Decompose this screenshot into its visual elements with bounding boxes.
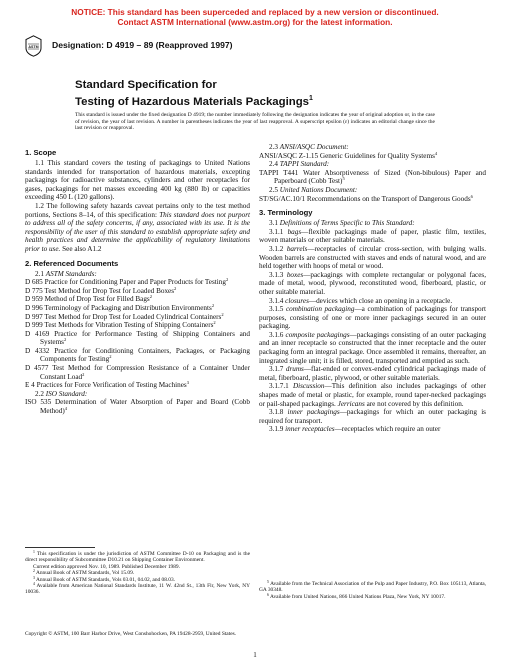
title-footnote-mark: 1: [309, 95, 313, 102]
designation: Designation: D 4919 – 89 (Reapproved 1997): [52, 40, 233, 50]
referenced-docs-heading: 2. Referenced Documents: [25, 258, 119, 268]
ansi-reference: ANSI/ASQC Z-1.15 Generic Guidelines for Quality Systems$^4$: [259, 150, 438, 160]
definitions-list: [259, 228, 486, 383]
footnote: $^6$ Available from United Nations, 866 United Nations Plaza, New York, NY 10017.: [267, 592, 446, 600]
astm-reference-item: D 996 Terminology of Packaging and Distribution Environments$^2$: [25, 302, 215, 312]
tappi-standard-label: 2.4 TAPPI Standard:: [269, 160, 330, 169]
astm-reference-item: D 959 Method of Drop Test for Filled Bags$^2$: [25, 294, 152, 304]
scope-heading: 1. Scope: [25, 148, 57, 157]
astm-standards-label: 2.1 ASTM Standards:: [35, 269, 97, 278]
footnote: $^5$ Available from the Technical Association of the Pulp and Paper Industry, P.O. Box 105113, Atlanta, GA 30348.: [259, 580, 486, 594]
term-definition: 3.1.5 combination packaging—a combination of packagings for transport purposes, consisting of one or more inner packagings secured in an outer packaging.: [259, 305, 487, 331]
astm-reference-item: D 999 Test Methods for Vibration Testing of Shipping Containers$^2$: [25, 320, 216, 330]
astm-reference-item: D 4332 Practice for Conditioning Containers, Packages, or Packaging Components for Testing$^2$: [25, 346, 250, 364]
term-definition: 3.1.2 barrels—receptacles of circular cross-section, with bulging walls. Wooden barrels are constructed with staves and ends of natural wood, and are held together with hoops of metal or wood.: [259, 244, 486, 271]
footnote: Current edition approved Nov. 10, 1989. Published December 1989.: [33, 563, 180, 570]
footnote: $^4$ Available from American National Standards Institute, 11 W. 42nd St., 13th Flr, New York, NY 10036.: [25, 582, 250, 596]
footnote: $^1$ This specification is under the jurisdiction of ASTM Committee D-10 on Packaging and is the direct responsibility of Subcommittee D10.21 on Shipping Container Environment.: [25, 550, 250, 564]
footnotes-left: [25, 547, 250, 596]
left-column: [25, 148, 250, 416]
term-definition: 3.1.1 bags—flexible packagings made of paper, plastic film, textiles, woven materials or other suitable materials.: [259, 227, 487, 245]
ansi-document-label: 2.3 ANSI/ASQC Document:: [269, 143, 349, 151]
notice-banner: [0, 7, 510, 27]
tappi-reference: TAPPI T441 Water Absorptiveness of Sized (Non-bibulous) Paper and Paperboard (Cobb Test)$^5$: [259, 168, 486, 186]
astm-reference-item: D 997 Test Method for Drop Test for Loaded Cylindrical Containers$^2$: [25, 311, 224, 321]
terminology-heading: 3. Terminology: [259, 208, 313, 218]
astm-reference-item: D 775 Test Method for Drop Test for Loaded Boxes$^2$: [25, 285, 177, 295]
scope-1-2: 1.2 The following safety hazards caveat pertains only to the test method portions, Sections 8–14, of this specification: This standard does not purport to address all of the safety concerns, if any, associated with its use. It is the responsibility of the user of this standard to establish appropriate safety and health practices and determine the applicability of regulatory limitations prior to use. See also A1.2: [25, 201, 250, 253]
astm-reference-list: [25, 278, 250, 390]
astm-reference-item: D 4169 Practice for Performance Testing of Shipping Containers and Systems$^2$: [25, 329, 250, 347]
term-definition: 3.1.6 composite packagings—packagings consisting of an outer packaging and an inner receptacle so constructed that the inner receptacle and the outer packaging form an integral package. Once assembled it remains, thereafter, an integrated single unit; it is filled, stored, transported and emptied as such.: [259, 330, 486, 365]
un-document-label: 2.5 United Nations Document:: [269, 185, 358, 194]
astm-reference-item: E 4 Practices for Force Verification of Testing Machines$^3$: [25, 380, 189, 390]
un-reference: ST/SG/AC.10/1 Recommendations on the Transport of Dangerous Goods$^6$: [259, 193, 473, 203]
page-title: [75, 79, 435, 109]
iso-standard-label: 2.2 ISO Standard:: [35, 389, 88, 398]
term-definition: 3.1.4 closures—devices which close an opening in a receptacle.: [269, 296, 453, 305]
term-definition: 3.1.3 boxes—packagings with complete rectangular or polygonal faces, made of metal, wood, plywood, reconstituted wood, fiberboard, plastic, or other suitable material.: [259, 270, 487, 296]
svg-text:ASTM: ASTM: [28, 44, 39, 49]
discussion-3-1-7-1: 3.1.7.1 Discussion—This definition also includes packagings of other shapes made of metal or plastic, for example, round taper-necked packagings or pail-shaped packagings. Jerricans are not covered by this definition.: [259, 382, 487, 408]
definitions-label: 3.1 Definitions of Terms Specific to This Standard:: [269, 219, 415, 228]
copyright-line: Copyright © ASTM, 100 Barr Harbor Drive, West Conshohocken, PA 19428-2959, United States.: [25, 631, 237, 637]
definitions-list-continued: [259, 408, 486, 434]
astm-reference-item: D 685 Practice for Conditioning Paper and Paper Products for Testing$^2$: [25, 277, 229, 287]
scope-1-1: 1.1 This standard covers the testing of packagings to United Nations standards intended for transportation of hazardous materials, excepting packagings for radioactive substances, cylinders and other receptacles for gases, packagings for net masses exceeding 400 kg (880 lb) or capacities exceeding 450 L (120 gallons).: [25, 159, 250, 202]
footnote: $^3$ Annual Book of ASTM Standards, Vols 03.01, 04.02, and 08.03.: [33, 575, 176, 583]
title-line-1: Standard Specification for: [75, 79, 217, 91]
footnote: $^2$ Annual Book of ASTM Standards, Vol 15.09.: [33, 569, 135, 577]
footnotes-right: [259, 581, 486, 600]
astm-logo-icon: [25, 35, 42, 57]
iso-reference: ISO 535 Determination of Water Absorption of Paper and Board (Cobb Method)$^4$: [25, 398, 250, 416]
astm-reference-item: D 4577 Test Method for Compression Resistance of a Container Under Constant Load$^2$: [25, 364, 250, 381]
term-definition: 3.1.8 inner packagings—packagings for which an outer packaging is required for transport.: [259, 408, 486, 425]
page-number: 1: [253, 651, 257, 659]
notice-line-2: Contact ASTM International (www.astm.org) for the latest information.: [117, 17, 393, 27]
term-definition: 3.1.7 drums—flat-ended or convex-ended cylindrical packagings made of metal, fiberboard, plastic, plywood, or other suitable materials.: [259, 365, 486, 382]
title-line-2: Testing of Hazardous Materials Packagings$^1$: [75, 95, 313, 108]
preface-note: This standard is issued under the fixed designation D 4919; the number immediately following the designation indicates the year of original adoption or, in the case of revision, the year of last revision. A number in parentheses indicates the year of last reapproval. A superscript epsilon (ε) indicates an editorial change since the last revision or reapproval.: [75, 112, 435, 132]
term-definition: 3.1.9 inner receptacles—receptacles which require an outer: [269, 425, 441, 434]
notice-line-1: NOTICE: This standard has been superceded and replaced by a new version or discontinued.: [71, 7, 439, 17]
right-column: [259, 143, 486, 434]
